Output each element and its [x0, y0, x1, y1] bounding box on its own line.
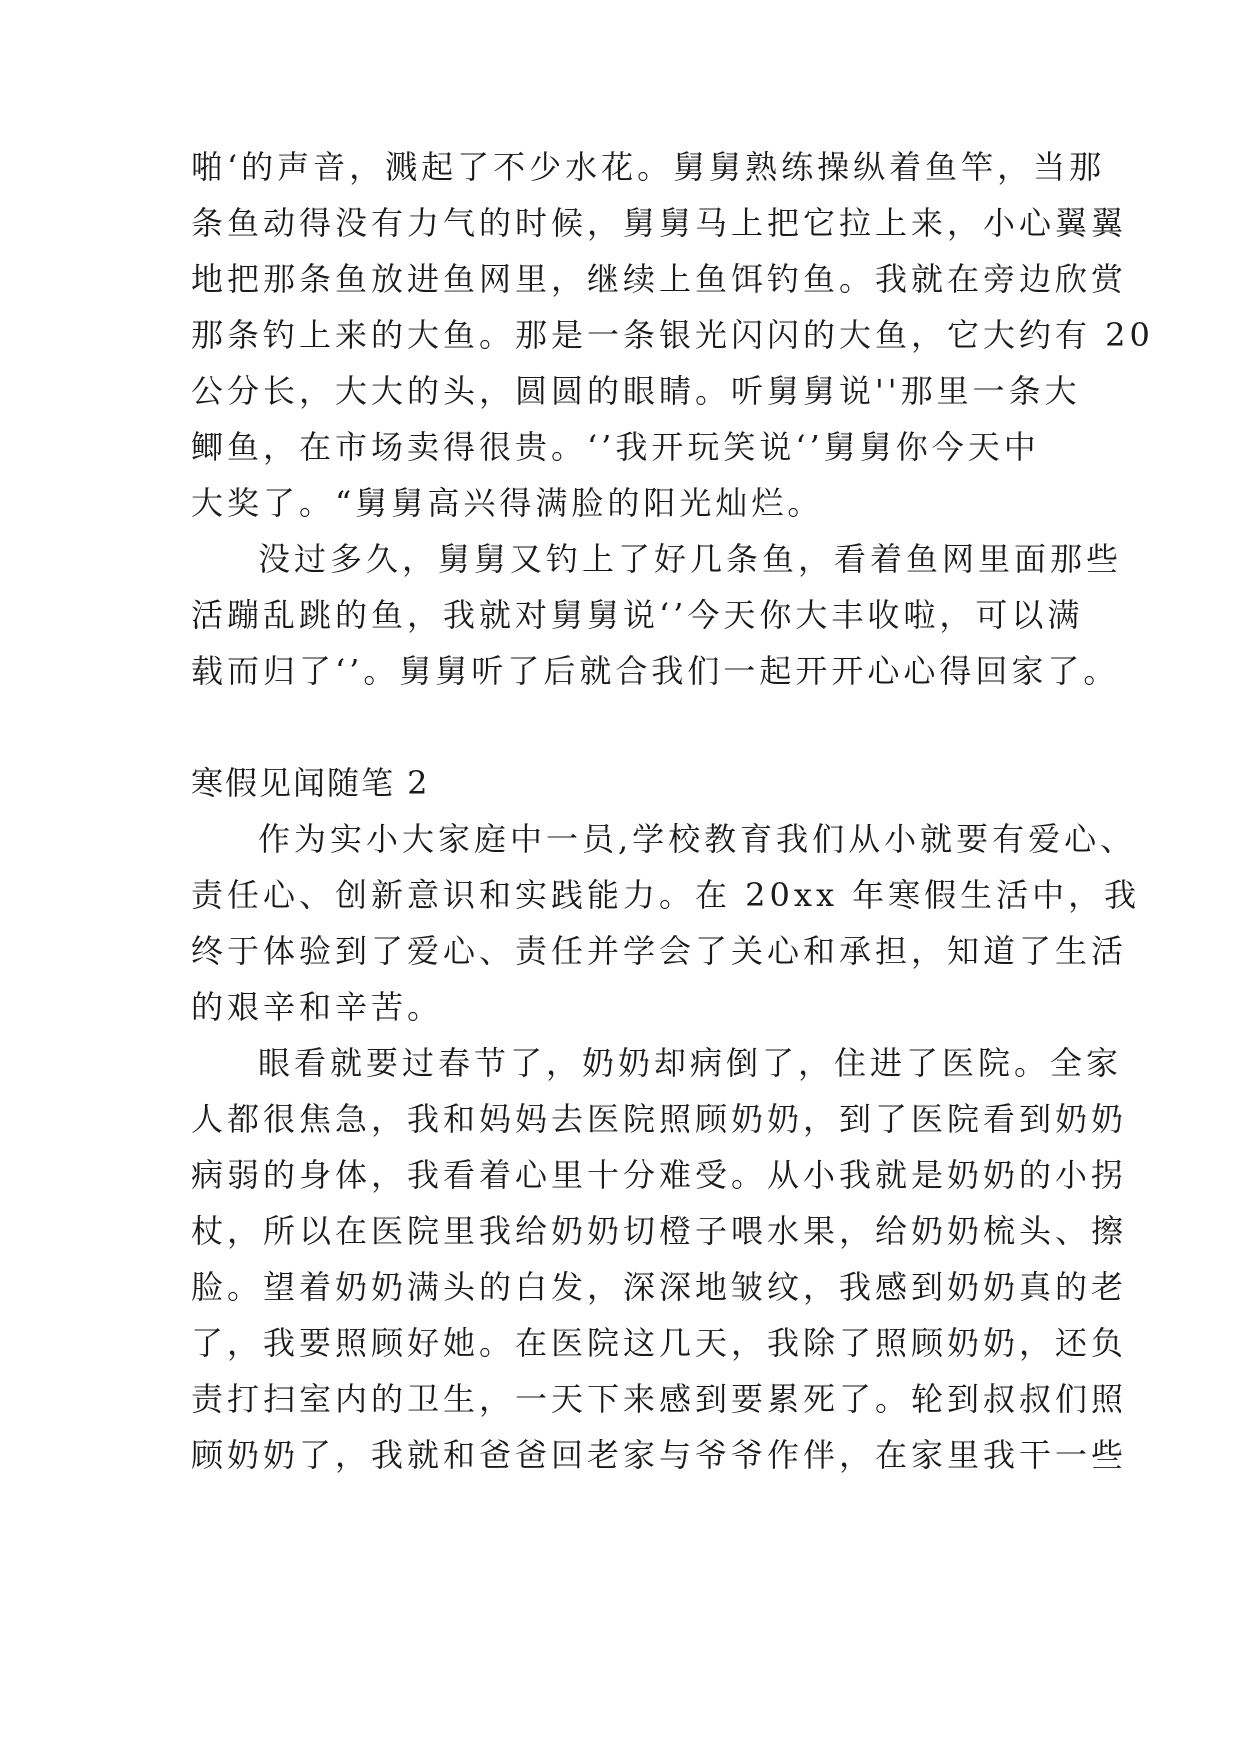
text-line: 载而归了‘’。舅舅听了后就合我们一起开开心心得回家了。: [191, 652, 1120, 690]
text-line: 啪‘的声音，溅起了不少水花。舅舅熟练操纵着鱼竿，当那: [191, 148, 1106, 186]
text-line: 地把那条鱼放进鱼网里，继续上鱼饵钓鱼。我就在旁边欣赏: [191, 260, 1128, 298]
text-line: 了，我要照顾好她。在医院这几天，我除了照顾奶奶，还负: [191, 1324, 1128, 1362]
text-line: 顾奶奶了，我就和爸爸回老家与爷爷作伴，在家里我干一些: [191, 1436, 1128, 1474]
text-line: 终于体验到了爱心、责任并学会了关心和承担，知道了生活: [191, 932, 1128, 970]
text-line: 责任心、创新意识和实践能力。在 20xx 年寒假生活中，我: [191, 876, 1141, 914]
text-line: 杖，所以在医院里我给奶奶切橙子喂水果，给奶奶梳头、擦: [191, 1212, 1128, 1250]
text-line: 的艰辛和辛苦。: [191, 988, 444, 1026]
text-line: 脸。望着奶奶满头的白发，深深地皱纹，我感到奶奶真的老: [191, 1268, 1128, 1306]
text-line: 作为实小大家庭中一员,学校教育我们从小就要有爱心、: [258, 820, 1137, 858]
text-line: 公分长，大大的头，圆圆的眼睛。听舅舅说''那里一条大: [191, 372, 1081, 410]
text-line: 人都很焦急，我和妈妈去医院照顾奶奶，到了医院看到奶奶: [191, 1100, 1128, 1138]
section-heading: 寒假见闻随笔 2: [191, 764, 430, 802]
text-line: 那条钓上来的大鱼。那是一条银光闪闪的大鱼，它大约有 20: [191, 316, 1154, 354]
text-line: 大奖了。“舅舅高兴得满脸的阳光灿烂。: [191, 484, 824, 522]
text-line: 眼看就要过春节了，奶奶却病倒了，住进了医院。全家: [258, 1044, 1123, 1082]
text-line: 鲫鱼，在市场卖得很贵。‘’我开玩笑说‘’舅舅你今天中: [191, 428, 1040, 466]
text-line: 责打扫室内的卫生，一天下来感到要累死了。轮到叔叔们照: [191, 1380, 1128, 1418]
text-line: 病弱的身体，我看着心里十分难受。从小我就是奶奶的小拐: [191, 1156, 1128, 1194]
text-line: 没过多久，舅舅又钓上了好几条鱼，看着鱼网里面那些: [258, 540, 1123, 578]
text-line: 条鱼动得没有力气的时候，舅舅马上把它拉上来，小心翼翼: [191, 204, 1128, 242]
text-line: 活蹦乱跳的鱼，我就对舅舅说‘’今天你大丰收啦，可以满: [191, 596, 1084, 634]
